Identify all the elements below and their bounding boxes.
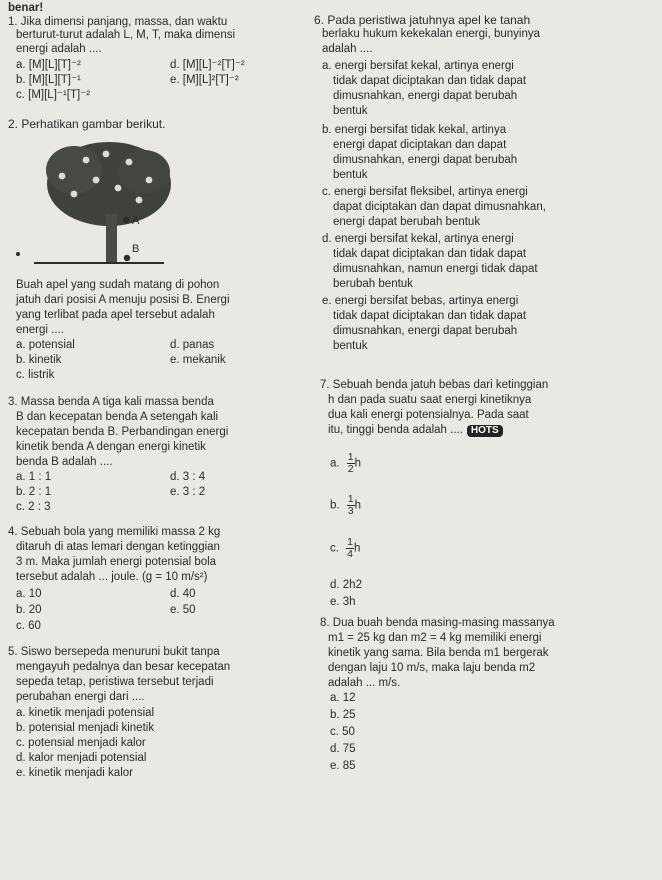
q3-line: benda B adalah .... <box>16 456 113 468</box>
q2-line: energi .... <box>16 324 64 336</box>
q1-line: energi adalah .... <box>16 43 102 55</box>
q2-option: c. listrik <box>16 369 55 381</box>
q4-option: d. 40 <box>170 588 196 600</box>
apple-tree-figure <box>14 132 184 272</box>
apple-position-b <box>124 255 130 261</box>
q6-option-line: c. energi bersifat fleksibel, artinya energi <box>322 186 528 198</box>
q4-option: c. 60 <box>16 620 41 632</box>
q2-heading: 2. Perhatikan gambar berikut. <box>8 117 166 131</box>
dot-mark <box>16 252 20 256</box>
q6-option-line: tidak dapat diciptakan dan tidak dapat <box>333 248 527 260</box>
q3-option: a. 1 : 1 <box>16 471 52 483</box>
label-b: B <box>132 243 140 255</box>
q7-option <box>330 452 361 475</box>
fraction <box>347 452 355 475</box>
tree-canopy-part <box>118 150 170 194</box>
q3-option: c. 2 : 3 <box>16 501 51 513</box>
q8-line: kinetik yang sama. Bila benda m1 bergerak <box>328 647 549 659</box>
q6-option-line: bentuk <box>333 105 368 117</box>
q6-option-line: dimusnahkan, energi dapat berubah <box>333 90 518 102</box>
q8-option: b. 25 <box>330 709 356 721</box>
q6-option-line: berubah bentuk <box>333 278 413 290</box>
q3-line: kinetik benda A dengan energi kinetik <box>16 441 206 453</box>
q3-line: 3. Massa benda A tiga kali massa benda <box>8 396 214 408</box>
q7-line <box>328 425 503 437</box>
q4-option: e. 50 <box>170 604 196 616</box>
q7-option-suffix: h <box>354 499 362 512</box>
q6-option-line: tidak dapat diciptakan dan tidak dapat <box>333 310 527 322</box>
q6-option-line: dimusnahkan, energi dapat berubah <box>333 154 518 166</box>
q6-option-line: bentuk <box>333 169 368 181</box>
q2-line: yang terlibat pada apel tersebut adalah <box>16 309 215 321</box>
q7-option <box>330 537 360 560</box>
page-header: benar! <box>8 2 44 14</box>
tree-trunk <box>106 214 117 264</box>
q5-option: b. potensial menjadi kinetik <box>16 722 155 734</box>
denominator: 3 <box>347 505 354 518</box>
q7-option <box>330 494 361 517</box>
q1-option: e. [M][L]²[T]⁻² <box>170 74 239 86</box>
q5-option: c. potensial menjadi kalor <box>16 737 146 749</box>
q3-option: b. 2 : 1 <box>16 486 52 498</box>
q7-option-label: b. <box>330 499 340 512</box>
q3-line: kecepatan benda B. Perbandingan energi <box>16 426 229 438</box>
q6-option-line: a. energi bersifat kekal, artinya energi <box>322 60 514 72</box>
q3-line: B dan kecepatan benda A setengah kali <box>16 411 219 423</box>
q2-line: jatuh dari posisi A menuju posisi B. Energi <box>16 294 230 306</box>
q6-line: berlaku hukum kekekalan energi, bunyinya <box>322 28 540 40</box>
numerator: 1 <box>347 493 354 505</box>
q1-option: b. [M][L][T]⁻¹ <box>16 74 81 86</box>
q7-line: 7. Sebuah benda jatuh bebas dari ketinggian <box>320 379 549 391</box>
q6-option-line: dimusnahkan, energi dapat berubah <box>333 325 518 337</box>
q6-option-line: e. energi bersifat bebas, artinya energi <box>322 295 519 307</box>
q5-line: mengayuh pedalnya dan besar kecepatan <box>16 661 231 673</box>
q2-option: e. mekanik <box>170 354 226 366</box>
q7-option-label: c. <box>330 542 339 555</box>
q8-option: a. 12 <box>330 692 356 704</box>
q8-line: dengan laju 10 m/s, maka laju benda m2 <box>328 662 536 674</box>
q8-line: 8. Dua buah benda masing-masing massanya <box>320 617 555 629</box>
q1-line: 1. Jika dimensi panjang, massa, dan waktu <box>8 16 228 28</box>
q1-option: d. [M][L]⁻²[T]⁻² <box>170 59 245 71</box>
q4-option: b. 20 <box>16 604 42 616</box>
q4-line: 4. Sebuah bola yang memiliki massa 2 kg <box>8 526 221 538</box>
apple-position-a <box>123 217 129 223</box>
denominator: 4 <box>347 548 353 561</box>
denominator: 2 <box>347 463 354 476</box>
q7-line-text: itu, tinggi benda adalah .... <box>328 424 463 436</box>
q6-option-line: tidak dapat diciptakan dan tidak dapat <box>333 75 527 87</box>
q5-option: e. kinetik menjadi kalor <box>16 767 133 779</box>
q4-line: ditaruh di atas lemari dengan ketinggian <box>16 541 220 553</box>
fraction <box>347 494 355 517</box>
q8-option: c. 50 <box>330 726 355 738</box>
numerator: 1 <box>347 451 354 463</box>
q5-line: sepeda tetap, peristiwa tersebut terjadi <box>16 676 214 688</box>
q2-option: d. panas <box>170 339 215 351</box>
q7-option-label: a. <box>330 457 340 470</box>
label-a: A <box>132 215 140 227</box>
q6-option-line: dimusnahkan, namun energi tidak dapat <box>333 263 538 275</box>
q5-line: perubahan energi dari .... <box>16 691 145 703</box>
q7-option: d. 2h2 <box>330 579 362 591</box>
q6-option-line: energi dapat diciptakan dan dapat <box>333 139 507 151</box>
q3-option: e. 3 : 2 <box>170 486 206 498</box>
numerator: 1 <box>347 536 353 548</box>
q6-option-line: d. energi bersifat kekal, artinya energi <box>322 233 514 245</box>
q5-option: a. kinetik menjadi potensial <box>16 707 155 719</box>
q7-line: dua kali energi potensialnya. Pada saat <box>328 409 529 421</box>
q1-option: c. [M][L]⁻¹[T]⁻² <box>16 89 91 101</box>
q4-line: tersebut adalah ... joule. (g = 10 m/s²) <box>16 571 208 583</box>
q8-option: e. 85 <box>330 760 356 772</box>
q6-option-line: bentuk <box>333 340 368 352</box>
tree-canopy-part <box>46 146 102 194</box>
q1-option: a. [M][L][T]⁻² <box>16 59 81 71</box>
q6-line: adalah .... <box>322 43 373 55</box>
q7-option-suffix: h <box>354 457 362 470</box>
fraction <box>346 537 354 560</box>
q4-option: a. 10 <box>16 588 42 600</box>
q2-option: b. kinetik <box>16 354 62 366</box>
q3-option: d. 3 : 4 <box>170 471 206 483</box>
q6-line: 6. Pada peristiwa jatuhnya apel ke tanah <box>314 13 531 27</box>
q7-line: h dan pada suatu saat energi kinetiknya <box>328 394 532 406</box>
q6-option-line: dapat diciptakan dan dapat dimusnahkan, <box>333 201 546 213</box>
q6-option-line: energi dapat berubah bentuk <box>333 216 481 228</box>
q5-option: d. kalor menjadi potensial <box>16 752 147 764</box>
q7-option-suffix: h <box>354 542 361 555</box>
q8-line: m1 = 25 kg dan m2 = 4 kg memiliki energi <box>328 632 542 644</box>
hots-badge: HOTS <box>467 425 503 437</box>
q1-line: berturut-turut adalah L, M, T, maka dimensi <box>16 29 236 41</box>
q4-line: 3 m. Maka jumlah energi potensial bola <box>16 556 217 568</box>
q8-line: adalah ... m/s. <box>328 677 401 689</box>
q2-line: Buah apel yang sudah matang di pohon <box>16 279 220 291</box>
q5-line: 5. Siswo bersepeda menuruni bukit tanpa <box>8 646 220 658</box>
q2-option: a. potensial <box>16 339 75 351</box>
q6-option-line: b. energi bersifat tidak kekal, artinya <box>322 124 507 136</box>
q7-option: e. 3h <box>330 596 356 608</box>
q8-option: d. 75 <box>330 743 356 755</box>
